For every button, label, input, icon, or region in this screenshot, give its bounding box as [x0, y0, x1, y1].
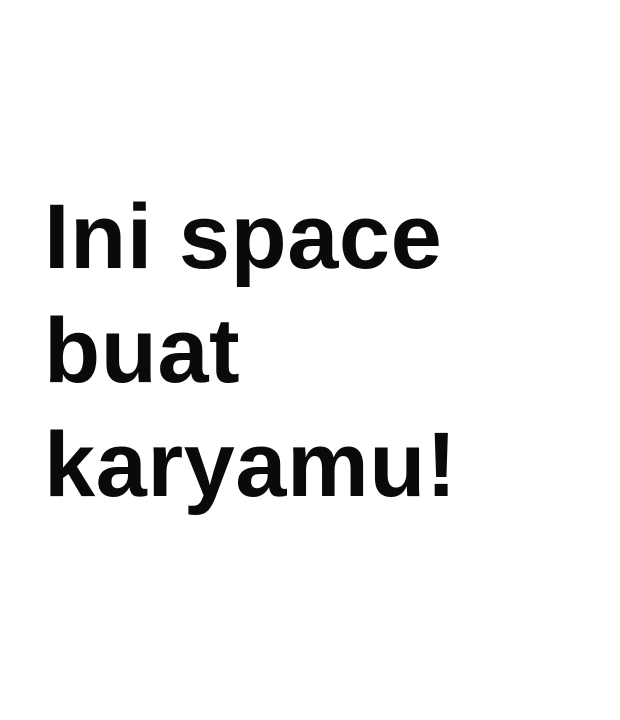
headline-line-1: Ini space [44, 186, 443, 288]
headline-line-2: buat [44, 300, 241, 402]
headline-line-3: karyamu! [44, 414, 458, 516]
headline [44, 180, 457, 522]
